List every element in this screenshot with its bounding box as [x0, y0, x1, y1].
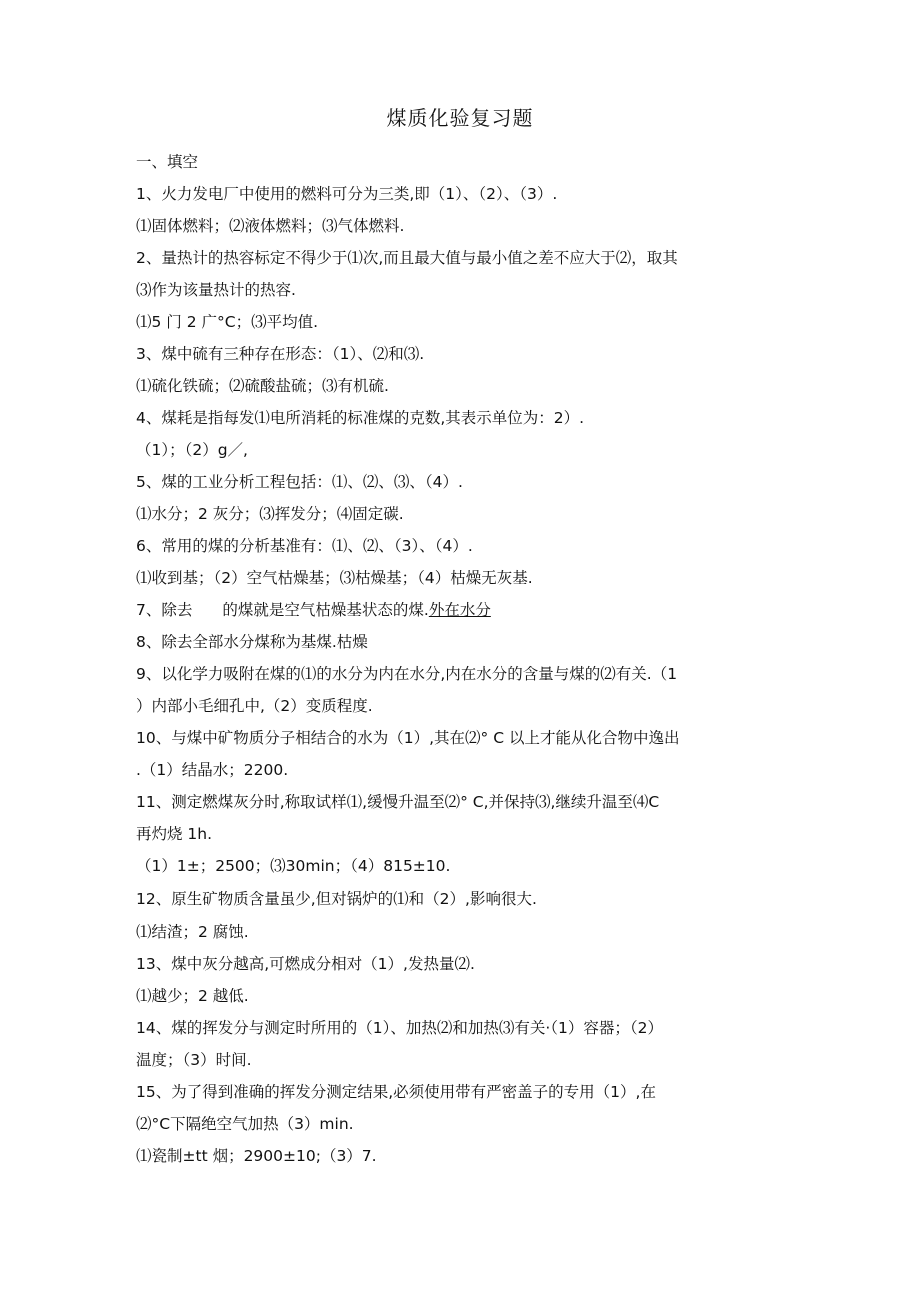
question-line: 4、煤耗是指每发⑴电所消耗的标准煤的克数,其表示单位为：2）. — [136, 409, 585, 427]
question-7-end: 的煤就是空气枯燥基状态的煤. — [222, 601, 429, 619]
question-line: 1、火力发电厂中使用的燃料可分为三类,即（1）、（2）、（3）. — [136, 185, 558, 203]
answer-line: ⑴越少；2 越低. — [136, 987, 249, 1005]
question-line: 8、除去全部水分煤称为基煤.枯燥 — [136, 633, 368, 651]
answer-line: ⑴5 门 2 广°C；⑶平均值. — [136, 313, 319, 331]
question-line: 10、与煤中矿物质分子相结合的水为（1）,其在⑵° C 以上才能从化合物中逸出 — [136, 729, 680, 747]
answer-line: ⑴收到基；（2）空气枯燥基；⑶枯燥基；（4）枯燥无灰基. — [136, 569, 533, 587]
question-line: 9、以化学力吸附在煤的⑴的水分为内在水分,内在水分的含量与煤的⑵有关.（1 — [136, 665, 678, 683]
question-line: 12、原生矿物质含量虽少,但对锅炉的⑴和（2）,影响很大. — [136, 890, 537, 908]
section-heading: 一、填空 — [136, 153, 199, 171]
question-line: 再灼烧 1h. — [136, 825, 213, 843]
question-line: 14、煤的挥发分与测定时所用的（1）、加热⑵和加热⑶有关·（1）容器；（2） — [136, 1019, 663, 1037]
answer-line: ⑴瓷制±tt 烟；2900±10;（3）7. — [136, 1147, 377, 1165]
document-body — [136, 146, 796, 1172]
answer-line: ⑴结渣；2 腐蚀. — [136, 923, 249, 941]
question-line: ⑶作为该量热计的热容. — [136, 281, 296, 299]
answer-line: .（1）结晶水；2200. — [136, 761, 289, 779]
document-title: 煤质化验复习题 — [386, 106, 534, 130]
question-7-start: 7、除去 — [136, 601, 193, 619]
question-7-answer: 外在水分 — [428, 601, 491, 619]
question-line: ⑵°C下隔绝空气加热（3）min. — [136, 1115, 354, 1133]
question-line: 2、量热计的热容标定不得少于⑴次,而且最大值与最小值之差不应大于⑵，取其 — [136, 249, 678, 267]
answer-line: 温度；（3）时间. — [136, 1051, 252, 1069]
question-line: 11、测定燃煤灰分时,称取试样⑴,缓慢升温至⑵° C,并保持⑶,继续升温至⑷C — [136, 793, 660, 811]
question-line: 6、常用的煤的分析基准有：⑴、⑵、（3）、（4）. — [136, 537, 473, 555]
answer-line: （1）1±；2500；⑶30min；（4）815±10. — [136, 857, 451, 875]
answer-line: ）内部小毛细孔中,（2）变质程度. — [136, 697, 373, 715]
question-line: 15、为了得到准确的挥发分测定结果,必须使用带有严密盖子的专用（1）,在 — [136, 1083, 656, 1101]
question-line: 3、煤中硫有三种存在形态：（1）、⑵和⑶. — [136, 345, 425, 363]
answer-line: ⑴水分；2 灰分；⑶挥发分；⑷固定碳. — [136, 505, 404, 523]
answer-line: ⑴硫化铁硫；⑵硫酸盐硫；⑶有机硫. — [136, 377, 389, 395]
question-line-7 — [136, 594, 796, 626]
question-line: 13、煤中灰分越高,可燃成分相对（1）,发热量⑵. — [136, 955, 475, 973]
question-line: 5、煤的工业分析工程包括：⑴、⑵、⑶、（4）. — [136, 473, 463, 491]
answer-line: ⑴固体燃料；⑵液体燃料；⑶气体燃料. — [136, 217, 405, 235]
answer-line: （1）；（2）g／, — [136, 441, 248, 459]
